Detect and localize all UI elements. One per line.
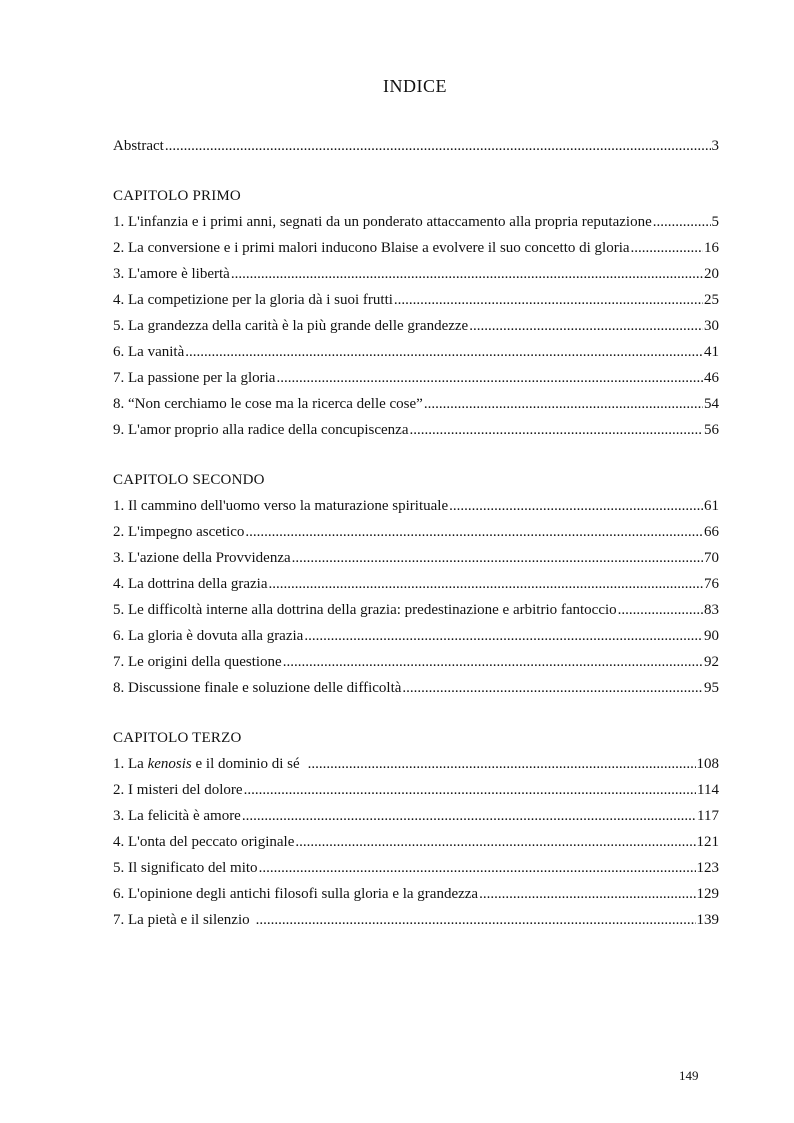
- entry-label: 5. Le difficoltà interne alla dottrina della grazia: predestinazione e arbitrio fantoccio: [113, 602, 617, 618]
- entry-label-suffix: e il dominio di sé: [191, 756, 300, 772]
- entry-label: 7. La passione per la gloria: [113, 370, 276, 386]
- toc-entry[interactable]: [113, 521, 719, 543]
- dot-leader: [653, 211, 711, 233]
- dot-leader: [631, 237, 703, 259]
- dot-leader: [449, 495, 703, 517]
- entry-page: 129: [696, 886, 719, 902]
- entry-page: 16: [704, 240, 719, 256]
- entry-page: 114: [697, 782, 719, 798]
- toc-entry[interactable]: [113, 651, 719, 673]
- toc-entry[interactable]: [113, 677, 719, 699]
- entry-label: 3. L'azione della Provvidenza: [113, 550, 291, 566]
- dot-leader: [409, 419, 703, 441]
- entry-label: 3. L'amore è libertà: [113, 266, 230, 282]
- entry-label: 4. La dottrina della grazia: [113, 576, 268, 592]
- chapter-heading: CAPITOLO TERZO: [113, 730, 242, 746]
- entry-page: 5: [711, 214, 719, 230]
- toc-entry[interactable]: [113, 779, 719, 801]
- toc-entry[interactable]: [113, 367, 719, 389]
- toc-entry[interactable]: [113, 341, 719, 363]
- entry-label: 1. L'infanzia e i primi anni, segnati da un ponderato attaccamento alla propria reputazione: [113, 214, 652, 230]
- entry-label: 8. Discussione finale e soluzione delle difficoltà: [113, 680, 402, 696]
- toc-entry[interactable]: [113, 315, 719, 337]
- dot-leader: [244, 779, 696, 801]
- page-title: INDICE: [383, 76, 447, 96]
- dot-leader: [256, 909, 696, 931]
- dot-leader: [259, 857, 696, 879]
- dot-leader: [292, 547, 703, 569]
- dot-leader: [308, 753, 696, 775]
- entry-label-prefix: 1. La: [113, 756, 148, 772]
- toc-entry[interactable]: [113, 599, 719, 621]
- toc-entry[interactable]: [113, 495, 719, 517]
- dot-leader: [394, 289, 703, 311]
- dot-leader: [295, 831, 695, 853]
- dot-leader: [242, 805, 696, 827]
- toc-entry[interactable]: [113, 547, 719, 569]
- dot-leader: [269, 573, 703, 595]
- toc-entry-abstract[interactable]: [113, 135, 719, 157]
- dot-leader: [245, 521, 703, 543]
- entry-label-italic: kenosis: [147, 756, 192, 772]
- dot-leader: [283, 651, 703, 673]
- entry-page: 83: [704, 602, 719, 618]
- entry-page: 92: [704, 654, 719, 670]
- entry-page: 66: [704, 524, 719, 540]
- dot-leader: [185, 341, 703, 363]
- entry-page: 20: [704, 266, 719, 282]
- toc-entry[interactable]: [113, 831, 719, 853]
- dot-leader: [618, 599, 703, 621]
- toc-entry[interactable]: [113, 909, 719, 931]
- page-number: 149: [679, 1068, 699, 1083]
- entry-page: 121: [696, 834, 719, 850]
- entry-label: 7. Le origini della questione: [113, 654, 282, 670]
- entry-page: 108: [696, 756, 719, 772]
- toc-entry[interactable]: [113, 263, 719, 285]
- entry-page: 70: [704, 550, 719, 566]
- entry-label: 4. La competizione per la gloria dà i suoi frutti: [113, 292, 393, 308]
- entry-label: 3. La felicità è amore: [113, 808, 241, 824]
- dot-leader: [276, 367, 703, 389]
- entry-page: 90: [704, 628, 719, 644]
- entry-label: [113, 753, 300, 775]
- dot-leader: [165, 135, 711, 157]
- entry-label: 7. La pietà e il silenzio: [113, 912, 250, 928]
- toc-entry[interactable]: [113, 419, 719, 441]
- entry-page: 76: [704, 576, 719, 592]
- toc-entry[interactable]: [113, 289, 719, 311]
- dot-leader: [424, 393, 703, 415]
- entry-page: 117: [697, 808, 719, 824]
- entry-page: 61: [704, 498, 719, 514]
- entry-label: Abstract: [113, 138, 164, 154]
- dot-leader: [231, 263, 703, 285]
- chapter-heading: CAPITOLO SECONDO: [113, 472, 265, 488]
- toc-entry[interactable]: [113, 883, 719, 905]
- entry-page: 123: [696, 860, 719, 876]
- toc-entry[interactable]: [113, 857, 719, 879]
- toc-entry[interactable]: [113, 753, 719, 775]
- entry-page: 3: [711, 138, 719, 154]
- toc-entry[interactable]: [113, 393, 719, 415]
- entry-page: 139: [696, 912, 719, 928]
- toc-entry[interactable]: [113, 805, 719, 827]
- entry-page: 54: [704, 396, 719, 412]
- dot-leader: [304, 625, 703, 647]
- chapter-heading: CAPITOLO PRIMO: [113, 188, 241, 204]
- entry-page: 46: [704, 370, 719, 386]
- entry-page: 41: [704, 344, 719, 360]
- entry-label: 2. I misteri del dolore: [113, 782, 243, 798]
- toc-entry[interactable]: [113, 625, 719, 647]
- dot-leader: [402, 677, 703, 699]
- entry-label: 6. La vanità: [113, 344, 185, 360]
- entry-label: 8. “Non cerchiamo le cose ma la ricerca delle cose”: [113, 396, 423, 412]
- entry-label: 2. La conversione e i primi malori inducono Blaise a evolvere il suo concetto di gloria: [113, 240, 630, 256]
- entry-page: 56: [704, 422, 719, 438]
- entry-label: 6. La gloria è dovuta alla grazia: [113, 628, 304, 644]
- dot-leader: [469, 315, 703, 337]
- entry-page: 95: [704, 680, 719, 696]
- entry-label: 6. L'opinione degli antichi filosofi sulla gloria e la grandezza: [113, 886, 479, 902]
- toc-entry[interactable]: [113, 211, 719, 233]
- entry-label: 1. Il cammino dell'uomo verso la maturazione spirituale: [113, 498, 449, 514]
- entry-label: 4. L'onta del peccato originale: [113, 834, 295, 850]
- entry-page: 25: [704, 292, 719, 308]
- dot-leader: [479, 883, 695, 905]
- toc-entry[interactable]: [113, 237, 719, 259]
- toc-entry[interactable]: [113, 573, 719, 595]
- entry-label: 2. L'impegno ascetico: [113, 524, 245, 540]
- entry-page: 30: [704, 318, 719, 334]
- entry-label: 5. Il significato del mito: [113, 860, 258, 876]
- entry-label: 9. L'amor proprio alla radice della concupiscenza: [113, 422, 409, 438]
- entry-label: 5. La grandezza della carità è la più grande delle grandezze: [113, 318, 469, 334]
